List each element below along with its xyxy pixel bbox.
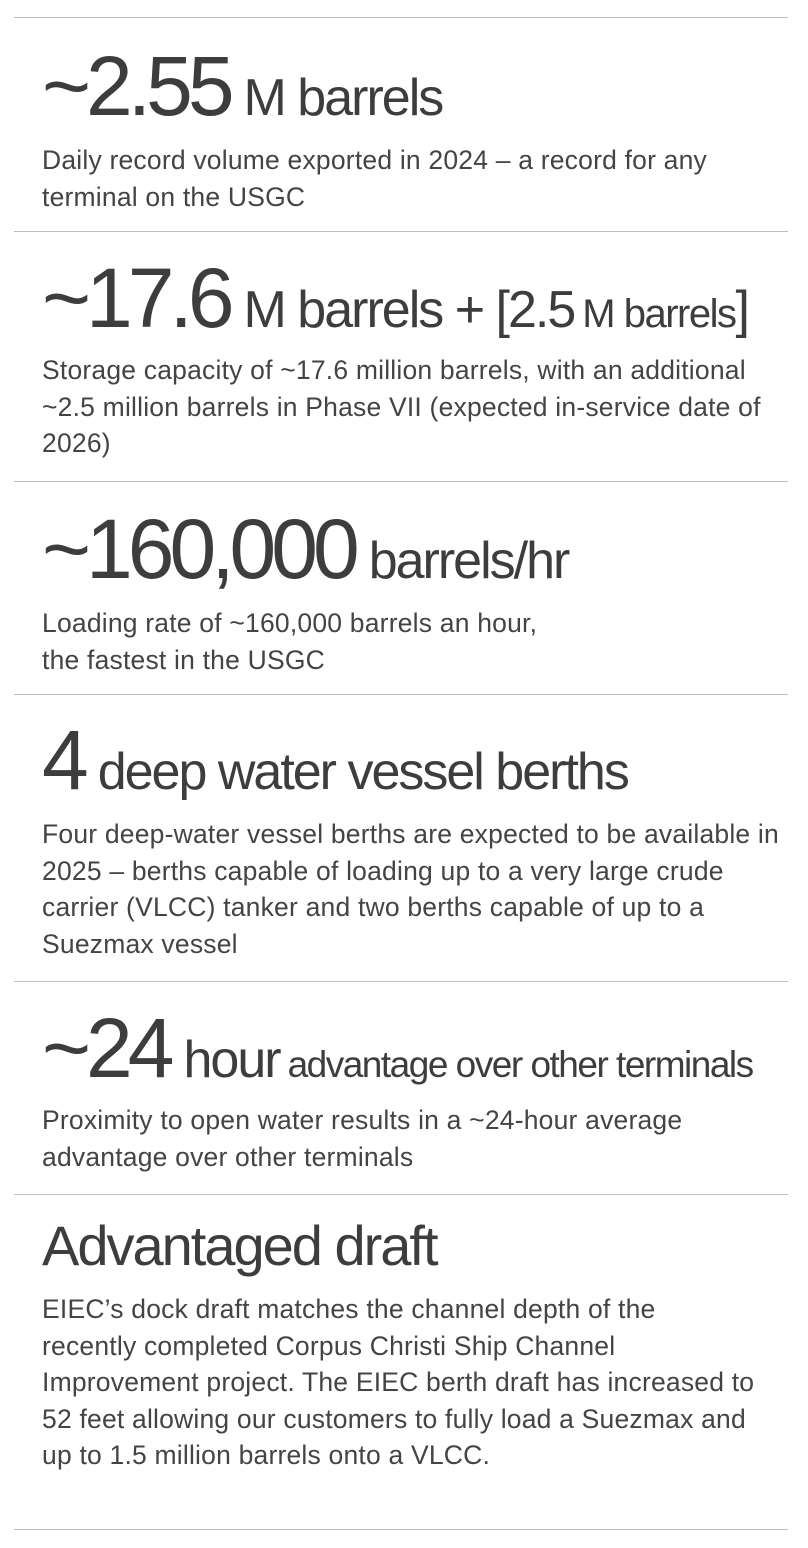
stat-value: ~17.6 (42, 251, 230, 345)
stat-description-line: Loading rate of ~160,000 barrels an hour, (42, 608, 538, 638)
stat-unit: deep water vessel berths (97, 743, 628, 801)
stat-value: 4 (42, 713, 84, 807)
stat-unit: M barrels + [2.5 (243, 281, 575, 339)
stat-daily-export (42, 39, 792, 215)
stat-vessel-berths (42, 713, 792, 962)
stat-description: Storage capacity of ~17.6 million barrels, with an additional ~2.5 million barrels in Phase VII (expected in-service date of 2026) (42, 355, 761, 458)
stat-description: Four deep-water vessel berths are expected to be available in 2025 – berths capable of loading up to a very large crude carrier (VLCC) tanker and two berths capable of up to a Suezmax vessel (42, 819, 779, 959)
stat-title: Advantaged draft (42, 1214, 437, 1277)
stat-description-line: the fastest in the USGC (42, 644, 325, 675)
stat-headline (42, 713, 792, 807)
divider (14, 694, 788, 695)
stat-value: ~2.55 (42, 39, 230, 133)
stat-unit-close: ] (735, 281, 748, 339)
stat-headline (42, 39, 792, 133)
stat-description: EIEC’s dock draft matches the channel depth of the recently completed Corpus Christi Ship Channel Improvement project. The EIEC berth draft has increased to 52 feet allowing our customers to fully load a Suezmax and up to 1.5 million barrels onto a VLCC. (42, 1294, 755, 1470)
stat-value: ~24 (42, 1001, 170, 1095)
stat-headline (42, 251, 792, 345)
stat-headline (42, 1001, 792, 1095)
stat-description: Proximity to open water results in a ~24-hour average advantage over other terminals (42, 1105, 683, 1172)
stat-unit: M barrels (243, 69, 443, 127)
divider (14, 1529, 788, 1530)
stat-loading-rate (42, 502, 792, 678)
divider (14, 481, 788, 482)
divider (14, 17, 788, 18)
stat-value: ~160,000 (42, 502, 355, 596)
stat-unit-small: M barrels (582, 292, 736, 336)
stat-storage-capacity (42, 251, 792, 462)
divider (14, 231, 788, 232)
stat-time-advantage (42, 1001, 792, 1175)
stat-description (42, 605, 792, 678)
stat-unit: hour (183, 1031, 280, 1089)
stat-unit: barrels/hr (368, 532, 569, 590)
stat-advantaged-draft (42, 1214, 792, 1474)
divider (14, 981, 788, 982)
divider (14, 1194, 788, 1195)
stat-headline (42, 502, 792, 596)
stat-description: Daily record volume exported in 2024 – a record for any terminal on the USGC (42, 145, 708, 212)
stat-unit-small: advantage over other terminals (287, 1044, 753, 1085)
